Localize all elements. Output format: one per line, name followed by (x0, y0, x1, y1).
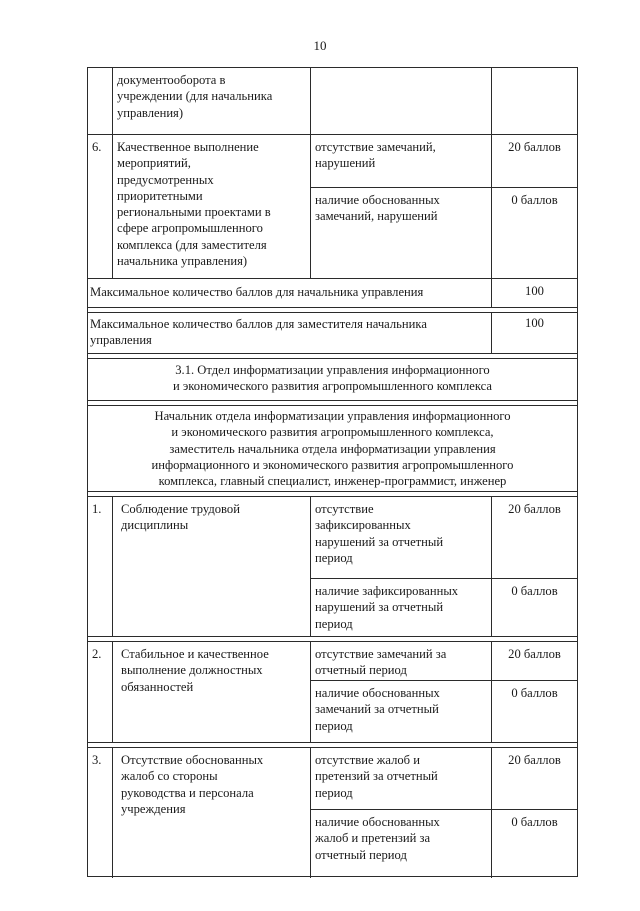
row-divider (310, 809, 577, 810)
row-divider (88, 134, 577, 135)
row-divider (88, 312, 577, 313)
score-value: 20 баллов (508, 647, 561, 661)
score-value: 20 баллов (508, 140, 561, 154)
page-number: 10 (313, 38, 327, 53)
score-value: 0 баллов (511, 815, 558, 829)
row-divider (88, 358, 577, 359)
condition-text: отсутствие зафиксированных нарушений за отчетный период (315, 502, 444, 565)
positions-list: Начальник отдела информатизации управления информационного и экономического развития агропромышленного комплекса, заместитель начальника отдела информатизации управления информационного и экономического развития агропромышленного комплекса, главный специалист, инженер-программист, инженер (151, 409, 514, 489)
row-number: 3. (92, 753, 102, 767)
continuation-criterion: документооборота в учреждении (для начальника управления) (117, 73, 273, 120)
condition-text: наличие зафиксированных нарушений за отчетный период (315, 584, 459, 631)
max-score-value: 100 (525, 284, 544, 298)
criteria-table (87, 67, 578, 877)
row-divider (310, 680, 577, 681)
row-divider (88, 496, 577, 497)
row-number: 1. (92, 502, 102, 516)
max-score-label: Максимальное количество баллов для начальника управления (90, 285, 424, 299)
criterion-text: Качественное выполнение мероприятий, предусмотренных приоритетными региональными проектами в сфере агропромышленного комплекса (для заместителя начальника управления) (117, 140, 271, 269)
row-divider (310, 187, 577, 188)
row-divider (88, 400, 577, 401)
max-score-label: Максимальное количество баллов для заместителя начальника управления (90, 317, 427, 348)
row-divider (88, 636, 577, 637)
section-title: 3.1. Отдел информатизации управления информационного и экономического развития агропромышленного комплекса (173, 363, 492, 394)
criterion-text: Соблюдение трудовой дисциплины (121, 502, 240, 533)
col-divider (310, 68, 311, 278)
row-divider (88, 747, 577, 748)
row-divider (88, 641, 577, 642)
col-divider (491, 68, 492, 278)
condition-text: наличие обоснованных жалоб и претензий за отчетный период (315, 815, 440, 862)
condition-text: наличие обоснованных замечаний за отчетный период (315, 686, 440, 733)
criterion-text: Отсутствие обоснованных жалоб со стороны руководства и персонала учреждения (121, 753, 264, 816)
score-value: 20 баллов (508, 753, 561, 767)
condition-text: отсутствие замечаний за отчетный период (315, 647, 447, 678)
condition-text: наличие обоснованных замечаний, нарушений (315, 193, 440, 224)
score-value: 0 баллов (511, 686, 558, 700)
score-value: 20 баллов (508, 502, 561, 516)
condition-text: отсутствие замечаний, нарушений (315, 140, 436, 171)
criterion-text: Стабильное и качественное выполнение должностных обязанностей (121, 647, 269, 694)
row-divider (88, 353, 577, 354)
max-score-value: 100 (525, 316, 544, 330)
row-divider (310, 578, 577, 579)
score-value: 0 баллов (511, 584, 558, 598)
row-divider (88, 307, 577, 308)
score-value: 0 баллов (511, 193, 558, 207)
row-number: 2. (92, 647, 102, 661)
condition-text: отсутствие жалоб и претензий за отчетный период (315, 753, 438, 800)
row-divider (88, 278, 577, 279)
row-divider (88, 742, 577, 743)
row-number: 6. (92, 140, 102, 154)
row-divider (88, 491, 577, 492)
row-divider (88, 405, 577, 406)
